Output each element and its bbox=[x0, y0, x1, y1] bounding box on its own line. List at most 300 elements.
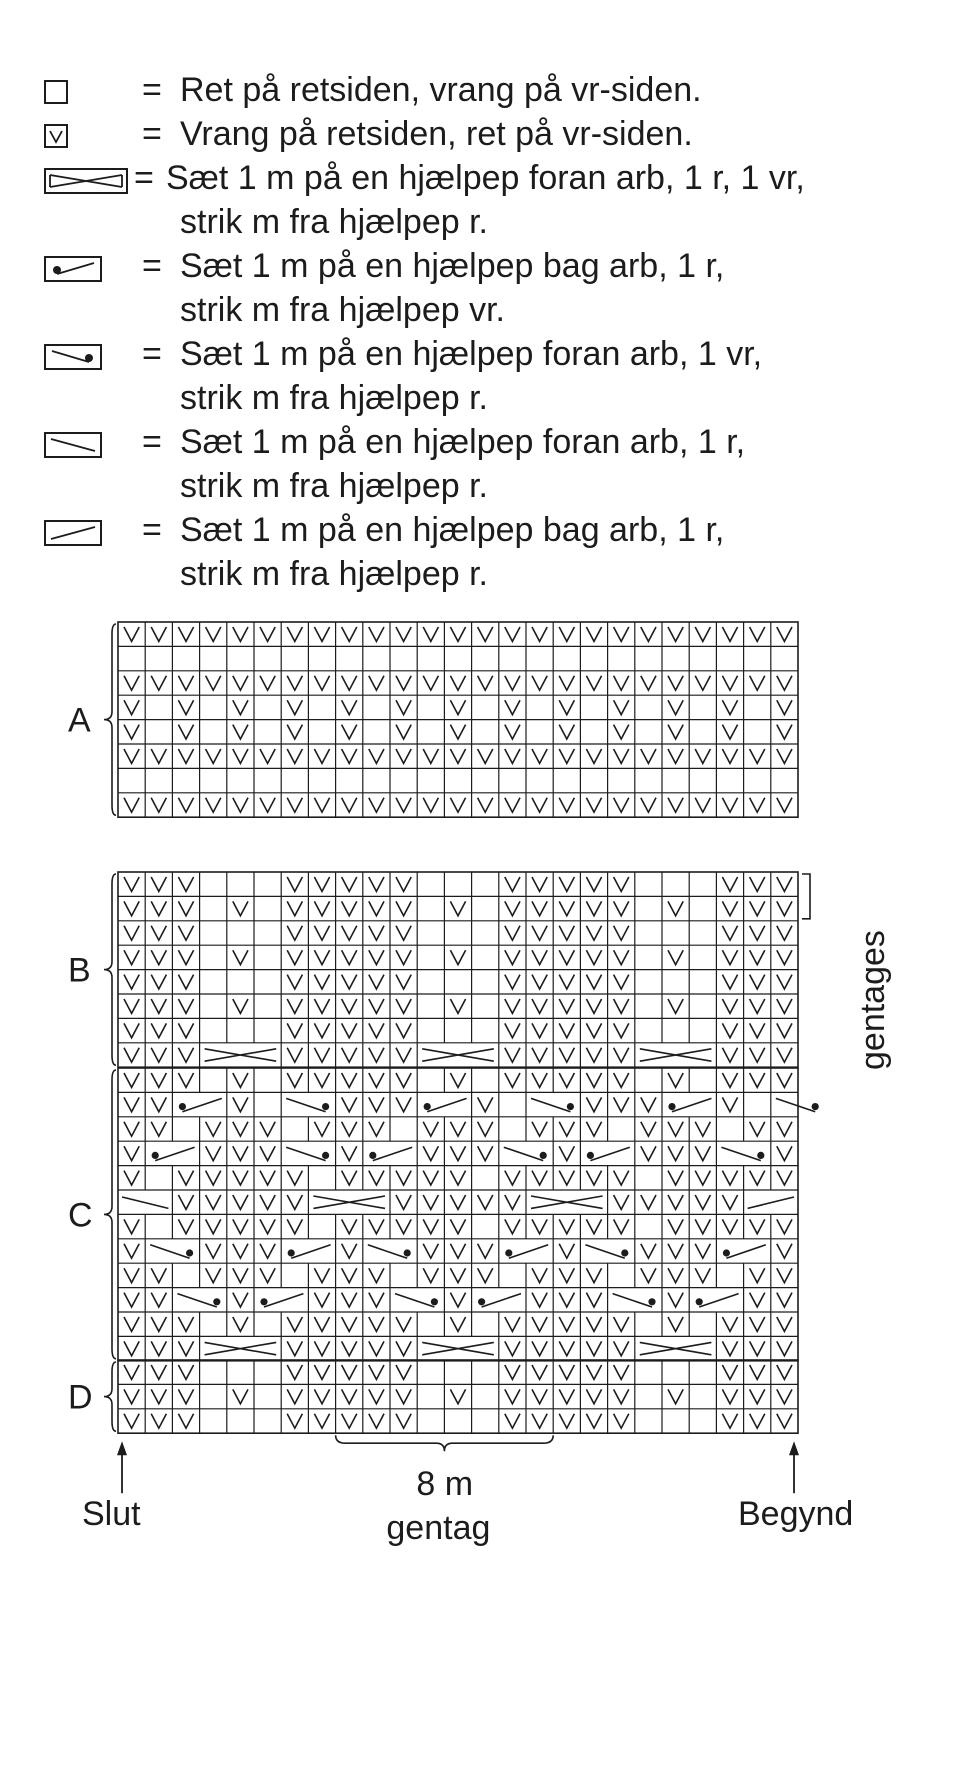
purl-stitch-mark bbox=[450, 1244, 465, 1258]
purl-stitch-mark bbox=[614, 1171, 629, 1185]
purl-stitch-mark bbox=[369, 1341, 384, 1355]
purl-stitch-mark bbox=[423, 1146, 438, 1160]
purl-stitch-mark bbox=[559, 1073, 574, 1087]
purl-stitch-mark bbox=[777, 1317, 792, 1331]
purl-stitch-mark bbox=[178, 926, 193, 940]
purl-stitch-mark bbox=[777, 1073, 792, 1087]
purl-stitch-mark bbox=[559, 1389, 574, 1403]
cable-dot-mark bbox=[179, 1103, 186, 1110]
purl-stitch-mark bbox=[695, 1146, 710, 1160]
purl-stitch-mark bbox=[559, 950, 574, 964]
purl-stitch-mark bbox=[233, 1268, 248, 1282]
purl-stitch-mark bbox=[777, 950, 792, 964]
purl-stitch-mark bbox=[722, 1073, 737, 1087]
cross-cable-mark bbox=[205, 1342, 277, 1354]
purl-stitch-mark bbox=[206, 1122, 221, 1136]
purl-stitch-mark bbox=[559, 1341, 574, 1355]
purl-stitch-mark bbox=[342, 1023, 357, 1037]
purl-stitch-mark bbox=[369, 926, 384, 940]
purl-stitch-mark bbox=[478, 1244, 493, 1258]
purl-stitch-mark bbox=[178, 877, 193, 891]
purl-stitch-mark bbox=[586, 749, 601, 763]
cable-dot-mark bbox=[152, 1152, 159, 1159]
purl-stitch-mark bbox=[450, 1171, 465, 1185]
purl-stitch-mark bbox=[450, 676, 465, 690]
cable-slash-mark bbox=[585, 1245, 624, 1258]
cross-cable-mark bbox=[640, 1342, 712, 1354]
purl-stitch-mark bbox=[777, 749, 792, 763]
purl-stitch-mark bbox=[750, 1414, 765, 1428]
purl-stitch-mark bbox=[260, 798, 275, 812]
legend-text: Sæt 1 m på en hjælpep bag arb, 1 r, bbox=[180, 247, 725, 285]
purl-stitch-mark bbox=[641, 627, 656, 641]
purl-stitch-mark bbox=[505, 676, 520, 690]
purl-stitch-mark bbox=[396, 950, 411, 964]
purl-stitch-mark bbox=[722, 975, 737, 989]
section-brace bbox=[104, 624, 116, 815]
purl-stitch-mark bbox=[178, 1365, 193, 1379]
cable-slash-mark bbox=[748, 1197, 794, 1208]
purl-stitch-mark bbox=[178, 627, 193, 641]
cable-dot-mark bbox=[213, 1298, 220, 1305]
end-arrow-icon-head bbox=[117, 1441, 127, 1455]
purl-stitch-mark bbox=[450, 1146, 465, 1160]
purl-stitch-mark bbox=[532, 926, 547, 940]
purl-stitch-mark bbox=[668, 1244, 683, 1258]
repeat-label: 8 m bbox=[416, 1465, 474, 1504]
cable-dot-mark bbox=[186, 1249, 193, 1256]
purl-stitch-mark bbox=[559, 1122, 574, 1136]
purl-stitch-mark bbox=[505, 1171, 520, 1185]
purl-stitch-mark bbox=[450, 1195, 465, 1209]
section-label: A bbox=[68, 701, 91, 740]
purl-stitch-mark bbox=[478, 1122, 493, 1136]
purl-stitch-mark bbox=[124, 676, 139, 690]
purl-stitch-mark bbox=[722, 749, 737, 763]
purl-stitch-mark bbox=[668, 1293, 683, 1307]
purl-stitch-mark bbox=[614, 1219, 629, 1233]
cable-dot-mark bbox=[587, 1152, 594, 1159]
purl-stitch-mark bbox=[586, 1268, 601, 1282]
purl-stitch-mark bbox=[750, 950, 765, 964]
purl-stitch-mark bbox=[124, 1389, 139, 1403]
purl-stitch-mark bbox=[614, 749, 629, 763]
purl-stitch-mark bbox=[396, 1414, 411, 1428]
cable-slash-mark bbox=[182, 1098, 221, 1111]
purl-stitch-mark bbox=[777, 700, 792, 714]
purl-stitch-mark bbox=[314, 749, 329, 763]
cable-slash-mark bbox=[427, 1098, 466, 1111]
legend-equals: = bbox=[142, 115, 162, 153]
purl-stitch-mark bbox=[777, 1268, 792, 1282]
purl-stitch-mark bbox=[505, 926, 520, 940]
cable-dot-mark bbox=[621, 1249, 628, 1256]
purl-stitch-mark bbox=[559, 1268, 574, 1282]
purl-stitch-mark bbox=[396, 1097, 411, 1111]
cable-dot-mark bbox=[757, 1152, 764, 1159]
purl-stitch-mark bbox=[722, 627, 737, 641]
purl-stitch-mark bbox=[151, 1048, 166, 1062]
purl-stitch-mark bbox=[614, 700, 629, 714]
purl-stitch-mark bbox=[614, 1195, 629, 1209]
purl-stitch-mark bbox=[586, 1073, 601, 1087]
legend-text: Ret på retsiden, vrang på vr-siden. bbox=[180, 71, 702, 109]
purl-stitch-mark bbox=[124, 1097, 139, 1111]
purl-stitch-mark bbox=[314, 975, 329, 989]
purl-stitch-mark bbox=[668, 999, 683, 1013]
purl-stitch-mark bbox=[532, 627, 547, 641]
cable-slash-mark bbox=[155, 1147, 194, 1160]
purl-stitch-mark bbox=[342, 627, 357, 641]
purl-stitch-mark bbox=[233, 725, 248, 739]
purl-stitch-mark bbox=[777, 999, 792, 1013]
purl-stitch-mark bbox=[641, 1097, 656, 1111]
purl-stitch-mark bbox=[586, 877, 601, 891]
purl-stitch-mark bbox=[369, 901, 384, 915]
purl-stitch-mark bbox=[396, 1171, 411, 1185]
purl-stitch-mark bbox=[777, 1365, 792, 1379]
purl-stitch-mark bbox=[206, 1219, 221, 1233]
purl-stitch-mark bbox=[124, 901, 139, 915]
purl-stitch-mark bbox=[178, 1073, 193, 1087]
purl-stitch-mark bbox=[505, 1414, 520, 1428]
purl-stitch-mark bbox=[505, 627, 520, 641]
purl-stitch-mark bbox=[668, 950, 683, 964]
purl-stitch-mark bbox=[206, 676, 221, 690]
purl-stitch-mark bbox=[532, 1122, 547, 1136]
purl-stitch-mark bbox=[342, 1073, 357, 1087]
purl-stitch-mark bbox=[668, 627, 683, 641]
cable-dot-mark bbox=[322, 1152, 329, 1159]
purl-stitch-mark bbox=[151, 1073, 166, 1087]
purl-stitch-mark bbox=[777, 1389, 792, 1403]
purl-stitch-mark bbox=[559, 975, 574, 989]
purl-stitch-mark bbox=[505, 700, 520, 714]
purl-stitch-mark bbox=[450, 999, 465, 1013]
purl-stitch-mark bbox=[559, 1023, 574, 1037]
cable-slash-mark bbox=[122, 1197, 168, 1208]
purl-stitch-mark bbox=[750, 877, 765, 891]
purl-stitch-mark bbox=[532, 1365, 547, 1379]
purl-stitch-mark bbox=[124, 700, 139, 714]
purl-stitch-mark bbox=[586, 1389, 601, 1403]
cable-slash-mark bbox=[368, 1245, 407, 1258]
purl-stitch-mark bbox=[260, 1219, 275, 1233]
purl-stitch-mark bbox=[342, 1048, 357, 1062]
purl-stitch-mark bbox=[641, 676, 656, 690]
purl-stitch-mark bbox=[124, 1317, 139, 1331]
purl-stitch-mark bbox=[722, 1365, 737, 1379]
purl-stitch-mark bbox=[396, 975, 411, 989]
cable-slash-mark bbox=[504, 1147, 543, 1160]
purl-stitch-mark bbox=[450, 1219, 465, 1233]
purl-stitch-mark bbox=[369, 1365, 384, 1379]
cable-slash-mark bbox=[531, 1098, 570, 1111]
purl-stitch-mark bbox=[369, 749, 384, 763]
purl-stitch-mark bbox=[233, 627, 248, 641]
purl-stitch-mark bbox=[369, 1073, 384, 1087]
purl-stitch-mark bbox=[396, 999, 411, 1013]
purl-stitch-mark bbox=[750, 1122, 765, 1136]
purl-stitch-mark bbox=[396, 1389, 411, 1403]
purl-stitch-mark bbox=[151, 1414, 166, 1428]
purl-stitch-mark bbox=[287, 999, 302, 1013]
cable-slash-mark bbox=[776, 1098, 815, 1111]
cross-cable-mark bbox=[531, 1196, 603, 1208]
purl-stitch-mark bbox=[206, 1195, 221, 1209]
purl-stitch-mark bbox=[342, 975, 357, 989]
purl-stitch-mark bbox=[450, 1389, 465, 1403]
purl-stitch-mark bbox=[396, 1195, 411, 1209]
purl-stitch-mark bbox=[151, 1293, 166, 1307]
purl-stitch-mark bbox=[342, 725, 357, 739]
purl-stitch-mark bbox=[750, 749, 765, 763]
purl-stitch-mark bbox=[233, 700, 248, 714]
purl-stitch-mark bbox=[695, 1244, 710, 1258]
purl-stitch-mark bbox=[342, 1171, 357, 1185]
purl-stitch-mark bbox=[233, 901, 248, 915]
purl-stitch-mark bbox=[287, 1365, 302, 1379]
section-label: B bbox=[68, 951, 91, 990]
purl-stitch-mark bbox=[722, 1414, 737, 1428]
purl-stitch-mark bbox=[641, 1195, 656, 1209]
purl-stitch-mark bbox=[369, 1097, 384, 1111]
purl-stitch-mark bbox=[260, 676, 275, 690]
purl-stitch-mark bbox=[287, 1219, 302, 1233]
purl-stitch-mark bbox=[505, 1341, 520, 1355]
purl-stitch-mark bbox=[532, 1171, 547, 1185]
purl-stitch-mark bbox=[178, 901, 193, 915]
purl-stitch-mark bbox=[505, 975, 520, 989]
purl-stitch-mark bbox=[260, 1122, 275, 1136]
purl-stitch-mark bbox=[287, 1171, 302, 1185]
start-label: Begynd bbox=[738, 1495, 854, 1534]
cable-slash-mark bbox=[726, 1245, 765, 1258]
purl-stitch-mark bbox=[668, 1171, 683, 1185]
purl-stitch-mark bbox=[342, 1097, 357, 1111]
purl-stitch-mark bbox=[586, 999, 601, 1013]
start-arrow-icon-head bbox=[789, 1441, 799, 1455]
purl-stitch-mark bbox=[151, 1122, 166, 1136]
purl-stitch-mark bbox=[423, 1268, 438, 1282]
cross-cable-mark bbox=[313, 1196, 385, 1208]
purl-stitch-mark bbox=[151, 901, 166, 915]
purl-stitch-mark bbox=[777, 1048, 792, 1062]
purl-stitch-mark bbox=[614, 950, 629, 964]
purl-stitch-mark bbox=[151, 1268, 166, 1282]
purl-stitch-mark bbox=[750, 1023, 765, 1037]
purl-stitch-mark bbox=[260, 627, 275, 641]
purl-stitch-mark bbox=[532, 1293, 547, 1307]
purl-stitch-mark bbox=[124, 975, 139, 989]
section-label: D bbox=[68, 1378, 93, 1417]
cable-dot-mark bbox=[505, 1249, 512, 1256]
purl-stitch-mark bbox=[287, 926, 302, 940]
purl-stitch-mark bbox=[178, 1023, 193, 1037]
purl-stitch-mark bbox=[423, 1244, 438, 1258]
purl-stitch-mark bbox=[314, 1293, 329, 1307]
purl-stitch-mark bbox=[532, 975, 547, 989]
purl-stitch-mark bbox=[287, 1023, 302, 1037]
purl-stitch-mark bbox=[178, 749, 193, 763]
purl-stitch-mark bbox=[178, 1341, 193, 1355]
purl-stitch-mark bbox=[586, 975, 601, 989]
purl-stitch-mark bbox=[450, 627, 465, 641]
purl-stitch-mark bbox=[124, 725, 139, 739]
section-label: C bbox=[68, 1196, 93, 1235]
purl-stitch-mark bbox=[559, 901, 574, 915]
purl-stitch-mark bbox=[505, 950, 520, 964]
purl-stitch-mark bbox=[342, 1244, 357, 1258]
purl-stitch-mark bbox=[722, 1317, 737, 1331]
purl-stitch-mark bbox=[532, 1048, 547, 1062]
purl-stitch-mark bbox=[151, 1365, 166, 1379]
purl-stitch-mark bbox=[750, 1048, 765, 1062]
purl-stitch-mark bbox=[722, 950, 737, 964]
purl-stitch-mark bbox=[314, 1073, 329, 1087]
purl-stitch-mark bbox=[124, 926, 139, 940]
cable-slash-mark bbox=[672, 1098, 711, 1111]
purl-stitch-mark bbox=[124, 1414, 139, 1428]
purl-stitch-mark bbox=[750, 1293, 765, 1307]
purl-stitch-mark bbox=[342, 1122, 357, 1136]
purl-stitch-mark bbox=[342, 798, 357, 812]
cross-cable-mark bbox=[640, 1049, 712, 1061]
purl-stitch-mark bbox=[777, 676, 792, 690]
purl-stitch-mark bbox=[559, 1219, 574, 1233]
purl-stitch-mark bbox=[750, 1171, 765, 1185]
purl-stitch-mark bbox=[559, 1244, 574, 1258]
purl-stitch-mark bbox=[124, 1365, 139, 1379]
purl-stitch-mark bbox=[614, 1341, 629, 1355]
purl-stitch-mark bbox=[668, 700, 683, 714]
purl-stitch-mark bbox=[777, 1293, 792, 1307]
purl-stitch-mark bbox=[342, 1268, 357, 1282]
purl-stitch-mark bbox=[260, 1146, 275, 1160]
purl-stitch-mark bbox=[287, 1073, 302, 1087]
purl-stitch-mark bbox=[151, 926, 166, 940]
purl-stitch-mark bbox=[124, 1048, 139, 1062]
purl-stitch-mark bbox=[750, 1317, 765, 1331]
purl-stitch-mark bbox=[750, 901, 765, 915]
purl-stitch-mark bbox=[614, 1414, 629, 1428]
purl-stitch-mark bbox=[314, 1122, 329, 1136]
purl-stitch-mark bbox=[124, 1171, 139, 1185]
cable-dot-mark bbox=[424, 1103, 431, 1110]
purl-stitch-mark bbox=[478, 798, 493, 812]
purl-stitch-mark bbox=[750, 1341, 765, 1355]
purl-stitch-mark bbox=[342, 877, 357, 891]
cable-dot-mark bbox=[322, 1103, 329, 1110]
purl-stitch-mark bbox=[668, 1073, 683, 1087]
purl-stitch-mark bbox=[722, 1048, 737, 1062]
legend-equals: = bbox=[142, 423, 162, 461]
purl-stitch-mark bbox=[586, 676, 601, 690]
purl-stitch-mark bbox=[777, 1414, 792, 1428]
purl-stitch-mark bbox=[559, 1365, 574, 1379]
purl-stitch-mark bbox=[124, 1268, 139, 1282]
purl-stitch-mark bbox=[396, 901, 411, 915]
purl-stitch-mark bbox=[287, 901, 302, 915]
purl-stitch-mark bbox=[559, 926, 574, 940]
cable-slash-mark bbox=[590, 1147, 629, 1160]
cable-slash-mark bbox=[177, 1294, 216, 1307]
purl-stitch-mark bbox=[722, 1097, 737, 1111]
legend-text: Sæt 1 m på en hjælpep foran arb, 1 r, 1 vr, bbox=[166, 159, 805, 197]
purl-stitch-mark bbox=[668, 798, 683, 812]
cable-slash-mark bbox=[613, 1294, 652, 1307]
purl-stitch-mark bbox=[450, 1293, 465, 1307]
purl-stitch-mark bbox=[396, 700, 411, 714]
purl-stitch-mark bbox=[695, 676, 710, 690]
purl-stitch-mark bbox=[233, 1317, 248, 1331]
purl-stitch-mark bbox=[151, 676, 166, 690]
purl-stitch-mark bbox=[559, 1414, 574, 1428]
cross-cable-mark bbox=[205, 1049, 277, 1061]
purl-stitch-mark bbox=[369, 1268, 384, 1282]
purl-stitch-mark bbox=[178, 700, 193, 714]
purl-stitch-mark bbox=[287, 627, 302, 641]
purl-stitch-mark bbox=[668, 1268, 683, 1282]
purl-stitch-mark bbox=[478, 627, 493, 641]
purl-stitch-mark bbox=[151, 1317, 166, 1331]
legend-equals: = bbox=[142, 335, 162, 373]
purl-stitch-mark bbox=[695, 1122, 710, 1136]
purl-stitch-mark bbox=[614, 999, 629, 1013]
purl-stitch-mark bbox=[233, 999, 248, 1013]
purl-stitch-mark bbox=[342, 1219, 357, 1233]
purl-stitch-mark bbox=[505, 901, 520, 915]
purl-stitch-mark bbox=[151, 1023, 166, 1037]
purl-stitch-mark bbox=[722, 999, 737, 1013]
purl-stitch-mark bbox=[233, 798, 248, 812]
purl-stitch-mark bbox=[314, 1317, 329, 1331]
purl-stitch-mark bbox=[342, 926, 357, 940]
purl-stitch-mark bbox=[777, 1146, 792, 1160]
purl-stitch-mark bbox=[668, 1146, 683, 1160]
purl-stitch-mark bbox=[206, 1171, 221, 1185]
purl-stitch-mark bbox=[559, 999, 574, 1013]
purl-stitch-mark bbox=[505, 1317, 520, 1331]
purl-stitch-mark bbox=[722, 1023, 737, 1037]
purl-stitch-mark bbox=[206, 749, 221, 763]
cable-dot-mark bbox=[812, 1103, 819, 1110]
cable-dot-mark bbox=[540, 1152, 547, 1159]
purl-stitch-mark bbox=[314, 1023, 329, 1037]
purl-stitch-mark bbox=[668, 676, 683, 690]
purl-stitch-mark bbox=[559, 725, 574, 739]
purl-stitch-mark bbox=[151, 627, 166, 641]
purl-stitch-mark bbox=[369, 798, 384, 812]
cable-dot-mark bbox=[648, 1298, 655, 1305]
purl-stitch-mark bbox=[532, 1268, 547, 1282]
purl-stitch-mark bbox=[722, 798, 737, 812]
purl-stitch-mark bbox=[233, 950, 248, 964]
purl-stitch-mark bbox=[450, 1268, 465, 1282]
purl-stitch-mark bbox=[505, 1048, 520, 1062]
purl-stitch-mark bbox=[287, 676, 302, 690]
purl-stitch-mark bbox=[750, 676, 765, 690]
purl-stitch-mark bbox=[233, 1146, 248, 1160]
purl-stitch-mark bbox=[559, 1171, 574, 1185]
purl-stitch-mark bbox=[342, 1293, 357, 1307]
purl-stitch-mark bbox=[450, 950, 465, 964]
purl-stitch-mark bbox=[750, 1073, 765, 1087]
purl-stitch-mark bbox=[423, 676, 438, 690]
cable-slash-mark bbox=[721, 1147, 760, 1160]
chart-section-C bbox=[68, 1068, 819, 1361]
cable-dot-mark bbox=[404, 1249, 411, 1256]
